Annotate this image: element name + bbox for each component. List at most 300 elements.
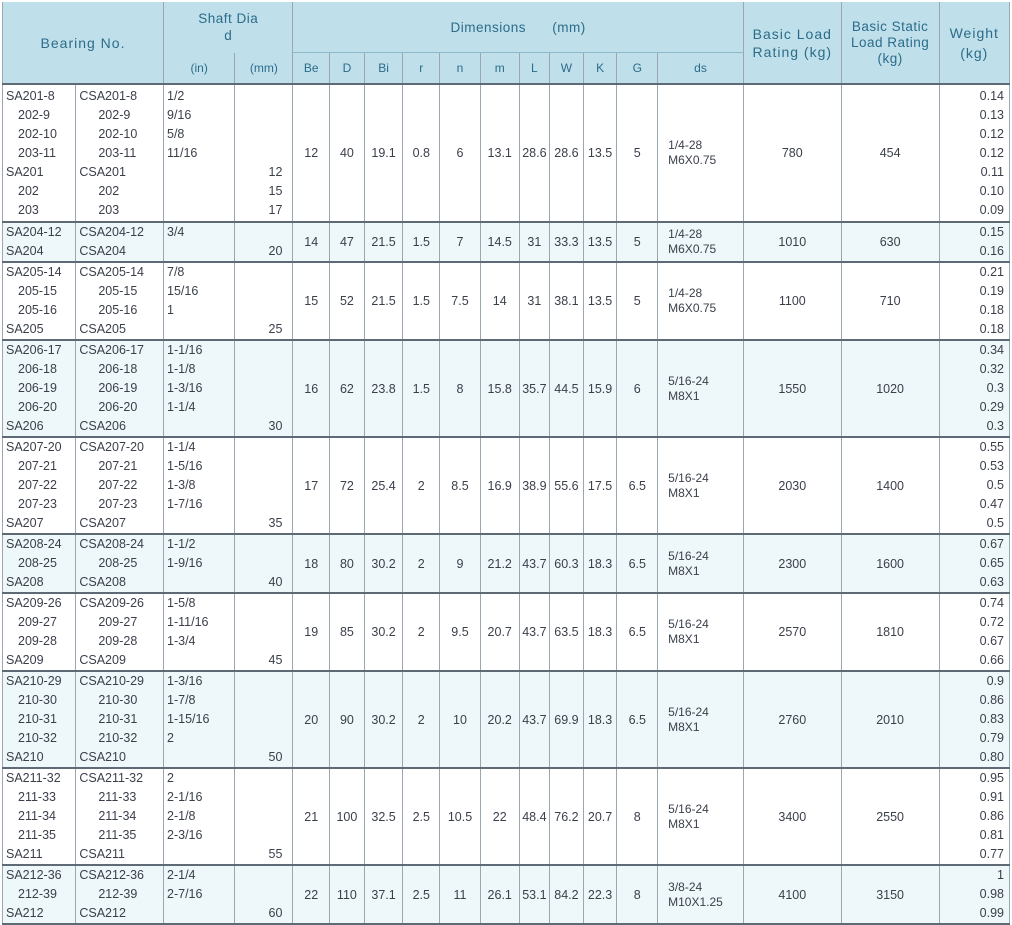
header-dim-bi: Bi — [364, 53, 403, 85]
table-row — [3, 222, 1010, 262]
ds-cell — [658, 84, 744, 222]
dim-r-cell: 1.5 — [403, 340, 440, 437]
dim-bi-cell: 19.1 — [364, 84, 403, 222]
header-basic-load: Basic Load Rating (kg) — [743, 2, 841, 84]
dim-l-cell: 43.7 — [519, 593, 550, 671]
sa-value: 210-32 — [18, 731, 57, 745]
table-row — [3, 534, 1010, 593]
dim-r-cell: 2.5 — [403, 865, 440, 923]
csa-value: 207-22 — [98, 478, 138, 492]
dim-r-cell: 2 — [403, 437, 440, 534]
sa-value: 211-33 — [18, 790, 56, 804]
weight-value: 0.72 — [979, 615, 1004, 629]
inch-value: 5/8 — [167, 126, 185, 141]
dim-be-cell: 20 — [293, 671, 330, 768]
table-body — [3, 84, 1010, 923]
csa-value: CSA201-8 — [79, 88, 138, 103]
load-rating-cell: 1550 — [743, 340, 841, 437]
dim-m-cell: 16.9 — [480, 437, 519, 534]
ds-value: 5/16-24 — [668, 617, 709, 631]
csa-value: 207-23 — [98, 497, 138, 511]
mm-value — [235, 866, 292, 885]
ds-value: 1/4-28 — [668, 227, 703, 241]
ds-value: M8X1 — [668, 388, 700, 403]
table-row — [3, 768, 1010, 865]
csa-value: 205-16 — [98, 303, 138, 317]
csa-value: CSA205-14 — [79, 265, 144, 279]
sa-value: 202-9 — [18, 107, 50, 122]
mm-value — [235, 341, 292, 360]
inch-value: 2-1/8 — [167, 809, 196, 823]
weight-value: 0.81 — [979, 828, 1004, 842]
inch-value: 1-3/8 — [167, 478, 196, 492]
dim-be-cell: 16 — [293, 340, 330, 437]
mm-value — [235, 223, 292, 242]
csa-value: CSA212-36 — [79, 868, 144, 882]
mm-value — [235, 360, 292, 379]
mm-value — [235, 672, 292, 691]
header-dim-m: m — [480, 53, 519, 85]
inch-value: 1-5/16 — [167, 459, 203, 473]
mm-value: 30 — [268, 419, 283, 433]
mm-value: 55 — [268, 847, 283, 861]
header-dim-l: L — [519, 53, 550, 85]
inch-value: 1-7/8 — [167, 693, 196, 707]
ds-cell — [658, 262, 744, 340]
dim-w-cell: 33.3 — [550, 222, 584, 262]
dim-l-cell: 31 — [519, 222, 550, 262]
mm-value: 20 — [268, 244, 283, 258]
dim-g-cell: 6.5 — [617, 593, 658, 671]
sa-value: 211-34 — [18, 809, 56, 823]
weight-value: 0.98 — [979, 887, 1004, 901]
weight-value: 0.10 — [979, 183, 1004, 198]
weight-value: 0.32 — [979, 362, 1004, 376]
mm-value — [235, 769, 292, 788]
dim-n-cell: 9.5 — [440, 593, 481, 671]
dim-l-cell: 48.4 — [519, 768, 550, 865]
mm-value: 50 — [268, 750, 283, 764]
dim-r-cell: 0.8 — [403, 84, 440, 222]
csa-value: 203-11 — [98, 145, 137, 160]
weight-value: 0.55 — [979, 440, 1004, 454]
table-row — [3, 340, 1010, 437]
static-rating-cell: 2010 — [841, 671, 939, 768]
csa-value: CSA210 — [79, 750, 126, 764]
csa-value: 212-39 — [98, 887, 138, 901]
sa-value: 210-31 — [18, 712, 57, 726]
mm-value — [235, 691, 292, 710]
static-rating-cell: 630 — [841, 222, 939, 262]
inch-value: 1-9/16 — [167, 556, 203, 570]
dim-w-cell: 28.6 — [550, 84, 584, 222]
dim-be-cell: 15 — [293, 262, 330, 340]
static-rating-cell: 1810 — [841, 593, 939, 671]
load-rating-cell: 2570 — [743, 593, 841, 671]
inch-value: 2-1/4 — [167, 868, 196, 882]
weight-value: 0.99 — [979, 906, 1004, 920]
weight-value: 0.67 — [979, 537, 1004, 551]
dim-m-cell: 20.7 — [480, 593, 519, 671]
ds-value: M10X1.25 — [668, 894, 723, 909]
csa-value: CSA201 — [79, 164, 126, 179]
header-shaft-mm: (mm) — [235, 53, 293, 85]
sa-value: SA207 — [6, 516, 44, 530]
ds-value: M6X0.75 — [668, 153, 717, 167]
ds-cell — [658, 593, 744, 671]
weight-value: 0.83 — [979, 712, 1004, 726]
weight-value: 0.79 — [979, 731, 1004, 745]
csa-value: 211-34 — [98, 809, 137, 823]
csa-value: CSA205 — [79, 322, 126, 336]
dim-r-cell: 2 — [403, 671, 440, 768]
sa-value: SA205 — [6, 322, 44, 336]
inch-value — [164, 845, 234, 864]
static-rating-cell: 454 — [841, 84, 939, 222]
table-row — [3, 593, 1010, 671]
dim-m-cell: 14 — [480, 262, 519, 340]
weight-value: 0.5 — [986, 478, 1004, 492]
dim-n-cell: 8.5 — [440, 437, 481, 534]
dim-d-cell: 62 — [330, 340, 365, 437]
dim-k-cell: 13.5 — [583, 84, 617, 222]
ds-value: M8X1 — [668, 563, 700, 578]
dim-n-cell: 10.5 — [440, 768, 481, 865]
ds-value: M8X1 — [668, 719, 700, 734]
inch-value: 3/4 — [167, 225, 185, 239]
inch-value: 2 — [167, 771, 174, 785]
mm-value — [235, 613, 292, 632]
weight-value: 0.18 — [979, 322, 1004, 336]
inch-value: 1-1/4 — [167, 440, 196, 454]
dim-bi-cell: 30.2 — [364, 671, 403, 768]
dim-l-cell: 28.6 — [519, 84, 550, 222]
header-dim-d: D — [330, 53, 365, 85]
dim-k-cell: 15.9 — [583, 340, 617, 437]
dim-n-cell: 11 — [440, 865, 481, 923]
mm-value — [235, 106, 292, 125]
dim-be-cell: 22 — [293, 865, 330, 923]
dim-l-cell: 35.7 — [519, 340, 550, 437]
csa-value: 206-19 — [98, 381, 138, 395]
header-shaft-dia: Shaft Dia d — [164, 2, 293, 53]
dim-n-cell: 8 — [440, 340, 481, 437]
mm-value — [235, 125, 292, 144]
dim-d-cell: 90 — [330, 671, 365, 768]
dim-r-cell: 1.5 — [403, 222, 440, 262]
sa-value: SA209 — [6, 653, 44, 667]
dim-w-cell: 76.2 — [550, 768, 584, 865]
dim-k-cell: 17.5 — [583, 437, 617, 534]
inch-value: 1-3/16 — [167, 381, 203, 395]
ds-value: 5/16-24 — [668, 801, 709, 816]
dim-bi-cell: 30.2 — [364, 534, 403, 593]
load-rating-cell: 2760 — [743, 671, 841, 768]
header-dim-g: G — [617, 53, 658, 85]
dim-m-cell: 13.1 — [480, 84, 519, 222]
dim-m-cell: 20.2 — [480, 671, 519, 768]
dim-g-cell: 6.5 — [617, 671, 658, 768]
table-row — [3, 671, 1010, 768]
csa-value: 208-25 — [98, 556, 138, 570]
ds-value: M8X1 — [668, 632, 700, 646]
weight-value: 0.13 — [979, 107, 1004, 122]
load-rating-cell: 1100 — [743, 262, 841, 340]
sa-value: 202-10 — [18, 126, 57, 141]
dim-be-cell: 14 — [293, 222, 330, 262]
header-basic-static: Basic Static Load Rating (kg) — [841, 2, 939, 84]
csa-value: 210-32 — [98, 731, 138, 745]
sa-value: 210-30 — [18, 693, 57, 707]
inch-value — [164, 417, 234, 436]
sa-value: SA207-20 — [6, 440, 62, 454]
dim-l-cell: 43.7 — [519, 534, 550, 593]
dim-w-cell: 55.6 — [550, 437, 584, 534]
csa-value: CSA209-26 — [79, 596, 144, 610]
ds-value: 1/4-28 — [668, 138, 703, 152]
ds-value: M6X0.75 — [668, 301, 717, 315]
sa-value: 207-23 — [18, 497, 57, 511]
sa-value: SA201 — [6, 164, 44, 179]
sa-value: 205-15 — [18, 284, 57, 298]
dim-bi-cell: 30.2 — [364, 593, 403, 671]
dim-w-cell: 60.3 — [550, 534, 584, 593]
dim-g-cell: 6.5 — [617, 437, 658, 534]
dim-be-cell: 17 — [293, 437, 330, 534]
table-row — [3, 262, 1010, 340]
dim-k-cell: 22.3 — [583, 865, 617, 923]
weight-value: 0.86 — [979, 809, 1004, 823]
dim-m-cell: 26.1 — [480, 865, 519, 923]
sa-value: SA201-8 — [6, 88, 55, 103]
dim-n-cell: 10 — [440, 671, 481, 768]
sa-value: SA211-32 — [6, 771, 61, 785]
sa-value: SA212 — [6, 906, 44, 920]
dim-be-cell: 21 — [293, 768, 330, 865]
weight-value: 0.53 — [979, 459, 1004, 473]
mm-value: 17 — [268, 202, 283, 217]
dim-g-cell: 5 — [617, 222, 658, 262]
inch-value: 1 — [167, 303, 174, 317]
weight-value: 0.74 — [979, 596, 1004, 610]
mm-value — [235, 282, 292, 301]
header-dimensions: Dimensions (mm) — [293, 2, 743, 53]
ds-cell — [658, 222, 744, 262]
dim-k-cell: 20.7 — [583, 768, 617, 865]
csa-value: CSA211 — [79, 847, 125, 861]
csa-value: 205-15 — [98, 284, 138, 298]
csa-value: 207-21 — [98, 459, 138, 473]
csa-value: CSA211-32 — [79, 771, 144, 785]
inch-value — [164, 201, 234, 220]
inch-value: 9/16 — [167, 107, 192, 122]
ds-value: 3/8-24 — [668, 879, 703, 894]
csa-value: CSA210-29 — [79, 674, 144, 688]
csa-value: 209-27 — [98, 615, 138, 629]
ds-value: 1/4-28 — [668, 286, 703, 300]
sa-value: 207-21 — [18, 459, 57, 473]
sa-value: SA206 — [6, 419, 44, 433]
weight-value: 0.16 — [979, 244, 1004, 258]
dim-d-cell: 85 — [330, 593, 365, 671]
ds-cell — [658, 671, 744, 768]
inch-value — [164, 573, 234, 592]
sa-value: SA204 — [6, 244, 44, 258]
weight-value: 0.77 — [979, 847, 1004, 861]
mm-value — [235, 594, 292, 613]
sa-value: SA210 — [6, 750, 44, 764]
dim-m-cell: 22 — [480, 768, 519, 865]
static-rating-cell: 3150 — [841, 865, 939, 923]
csa-value: 203 — [98, 202, 120, 217]
inch-value — [164, 320, 234, 339]
static-rating-cell: 2550 — [841, 768, 939, 865]
dim-d-cell: 40 — [330, 84, 365, 222]
header-dim-k: K — [583, 53, 617, 85]
load-rating-cell: 4100 — [743, 865, 841, 923]
dim-d-cell: 47 — [330, 222, 365, 262]
sa-value: 206-19 — [18, 381, 57, 395]
sa-value: 206-20 — [18, 400, 57, 414]
sa-value: SA205-14 — [6, 265, 62, 279]
load-rating-cell: 2300 — [743, 534, 841, 593]
dim-l-cell: 31 — [519, 262, 550, 340]
weight-value: 0.3 — [986, 381, 1004, 395]
dim-d-cell: 52 — [330, 262, 365, 340]
static-rating-cell: 1020 — [841, 340, 939, 437]
dim-be-cell: 18 — [293, 534, 330, 593]
dim-w-cell: 38.1 — [550, 262, 584, 340]
csa-value: CSA204 — [79, 244, 126, 258]
ds-value: 5/16-24 — [668, 470, 709, 485]
dim-l-cell: 53.1 — [519, 865, 550, 923]
csa-value: 209-28 — [98, 634, 138, 648]
sa-value: SA204-12 — [6, 225, 62, 239]
inch-value: 2-7/16 — [167, 887, 203, 901]
sa-value: SA208-24 — [6, 537, 62, 551]
csa-value: 202-9 — [98, 107, 131, 122]
sa-value: SA210-29 — [6, 674, 62, 688]
csa-value: CSA207-20 — [79, 440, 144, 454]
header-weight: Weight (kg) — [939, 2, 1009, 84]
ds-value: M6X0.75 — [668, 242, 717, 256]
dim-g-cell: 6 — [617, 340, 658, 437]
csa-value: 206-18 — [98, 362, 138, 376]
dim-n-cell: 7 — [440, 222, 481, 262]
dim-l-cell: 43.7 — [519, 671, 550, 768]
mm-value — [235, 438, 292, 457]
bearing-spec-table — [2, 2, 1010, 923]
inch-value: 1-3/16 — [167, 674, 203, 688]
ds-cell — [658, 340, 744, 437]
dim-d-cell: 110 — [330, 865, 365, 923]
dim-g-cell: 5 — [617, 84, 658, 222]
inch-value: 1-1/16 — [167, 343, 203, 357]
inch-value — [164, 514, 234, 533]
weight-value: 0.21 — [979, 265, 1004, 279]
csa-value: CSA206-17 — [79, 343, 144, 357]
sa-value: 209-27 — [18, 615, 57, 629]
mm-value — [235, 379, 292, 398]
mm-value: 60 — [268, 906, 283, 920]
weight-value: 0.9 — [986, 674, 1004, 688]
inch-value: 2-3/16 — [167, 828, 203, 842]
weight-value: 0.86 — [979, 693, 1004, 707]
inch-value: 1-7/16 — [167, 497, 203, 511]
dim-bi-cell: 25.4 — [364, 437, 403, 534]
header-dim-n: n — [440, 53, 481, 85]
mm-value — [235, 144, 292, 163]
mm-value — [235, 263, 292, 282]
inch-value: 11/16 — [167, 145, 198, 160]
mm-value — [235, 457, 292, 476]
mm-value — [235, 710, 292, 729]
sa-value: 205-16 — [18, 303, 57, 317]
header-dim-w: W — [550, 53, 584, 85]
sa-value: SA212-36 — [6, 868, 62, 882]
mm-value: 40 — [268, 575, 283, 589]
table-row — [3, 865, 1010, 923]
inch-value: 2 — [167, 731, 174, 745]
table-row — [3, 84, 1010, 222]
sa-value: 202 — [18, 183, 39, 198]
inch-value: 1/2 — [167, 88, 185, 103]
sa-value: 212-39 — [18, 887, 57, 901]
mm-value: 25 — [268, 322, 283, 336]
ds-value: M8X1 — [668, 816, 700, 831]
dim-bi-cell: 32.5 — [364, 768, 403, 865]
bearing-spec-sheet — [2, 2, 1010, 925]
dim-w-cell: 69.9 — [550, 671, 584, 768]
header-shaft-in: (in) — [164, 53, 235, 85]
weight-value: 0.12 — [979, 145, 1004, 160]
weight-value: 0.66 — [979, 653, 1004, 667]
ds-value: 5/16-24 — [668, 704, 709, 719]
dim-m-cell: 21.2 — [480, 534, 519, 593]
sa-value: SA211 — [6, 847, 43, 861]
mm-value — [235, 535, 292, 554]
mm-value — [235, 632, 292, 651]
mm-value: 45 — [268, 653, 283, 667]
csa-value: 211-33 — [98, 790, 137, 804]
weight-value: 0.67 — [979, 634, 1004, 648]
weight-value: 0.15 — [979, 225, 1004, 239]
dim-k-cell: 18.3 — [583, 593, 617, 671]
dim-r-cell: 2 — [403, 534, 440, 593]
csa-value: CSA208 — [79, 575, 126, 589]
sa-value: 206-18 — [18, 362, 57, 376]
dim-k-cell: 13.5 — [583, 262, 617, 340]
inch-value — [164, 182, 234, 201]
inch-value: 1-1/8 — [167, 362, 196, 376]
load-rating-cell: 2030 — [743, 437, 841, 534]
load-rating-cell: 780 — [743, 84, 841, 222]
weight-value: 1 — [997, 868, 1004, 882]
weight-value: 0.19 — [979, 284, 1004, 298]
dim-be-cell: 12 — [293, 84, 330, 222]
dim-d-cell: 80 — [330, 534, 365, 593]
inch-value: 1-3/4 — [167, 634, 196, 648]
mm-value — [235, 398, 292, 417]
csa-value: CSA206 — [79, 419, 126, 433]
inch-value: 1-1/4 — [167, 400, 196, 414]
csa-value: 206-20 — [98, 400, 138, 414]
mm-value: 35 — [268, 516, 283, 530]
inch-value — [164, 748, 234, 767]
sa-value: 203-11 — [18, 145, 56, 160]
dim-bi-cell: 21.5 — [364, 222, 403, 262]
weight-value: 0.14 — [979, 88, 1004, 103]
